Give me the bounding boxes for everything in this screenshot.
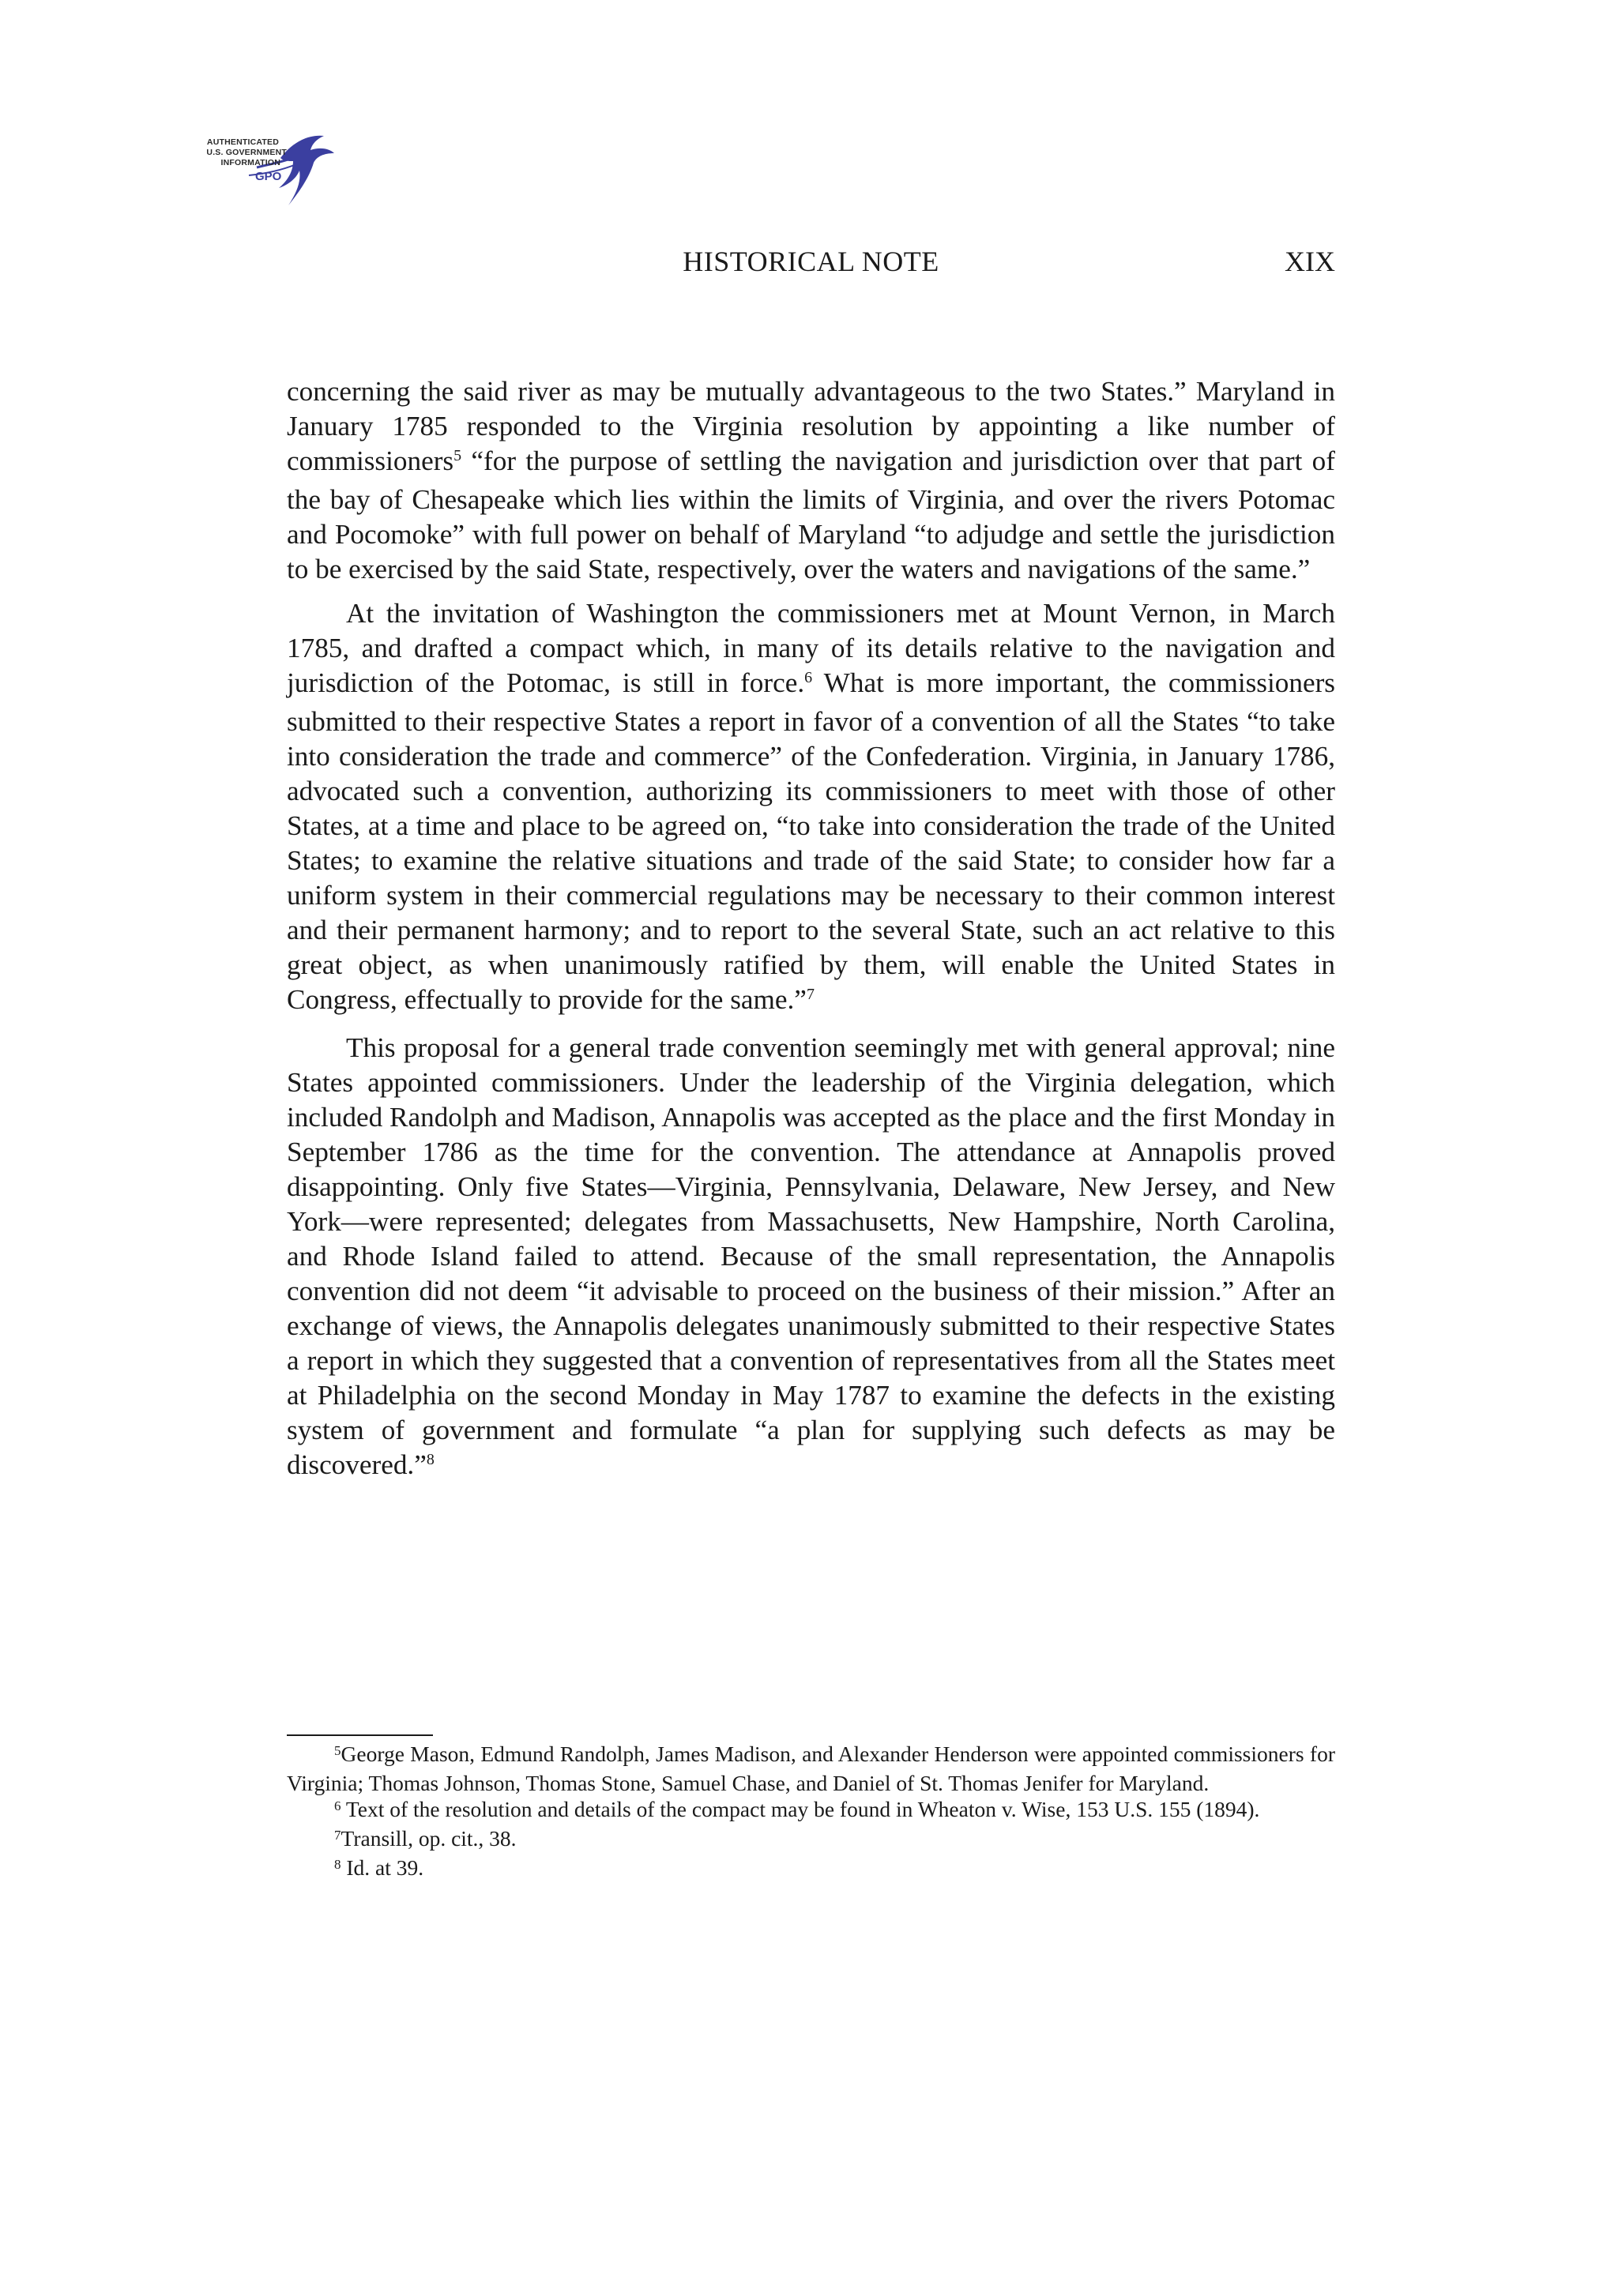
gpo-authentication-logo [162, 126, 344, 217]
logo-line-authenticated: AUTHENTICATED [206, 137, 279, 147]
paragraph-text: concerning the said river as may be mutually advantageous to the two States.” Maryland in January 1785 responded to the Virginia resolution by appointing a like number of commissioners [287, 376, 1335, 476]
footnote-text: Transill, op. cit., 38. [341, 1826, 517, 1851]
footnote-ref: 7 [806, 986, 815, 1003]
paragraph-text: At the invitation of Washington the commissioners met at Mount Vernon, in March 1785, and drafted a compact which, in many of its details relative to the navigation and jurisdiction of the Potomac, is still in force. [287, 598, 1335, 698]
paragraph [287, 596, 1335, 1021]
logo-gpo-mark: GPO [255, 170, 282, 183]
footnote-text: George Mason, Edmund Randolph, James Madison, and Alexander Henderson were appointed commissioners for Virginia; Thomas Johnson, Thomas Stone, Samuel Chase, and Daniel of St. Thomas Jenifer for Maryland. [287, 1742, 1335, 1795]
page-number: XIX [1285, 246, 1335, 277]
footnote-number: 8 [334, 1857, 341, 1872]
footnote-divider [287, 1734, 433, 1736]
footnote [287, 1796, 1335, 1825]
footnote-text: Id. at 39. [341, 1855, 424, 1880]
paragraph [287, 374, 1335, 587]
paragraph-text: What is more important, the commissioners submitted to their respective States a report in favor of a convention of all the States “to take into consideration the trade and commerce” of the Confederation. Virginia, in January 1786, advocated such a convention, authorizing its commissioners to meet with those of other States, at a time and place to be agreed on, “to take into consideration the trade of the United States; to examine the relative situations and trade of the said State; to consider how far a uniform system in their commercial regulations may be necessary to their common interest and their permanent harmony; and to report to the several State, such an act relative to this great object, as when unanimously ratified by them, will enable the United States in Congress, effectually to provide for the same.” [287, 667, 1335, 1015]
footnote-text: Text of the resolution and details of the compact may be found in Wheaton v. Wise, 153 U.S. 155 (1894). [341, 1797, 1260, 1821]
footnote-number: 7 [334, 1828, 341, 1843]
running-title: HISTORICAL NOTE [683, 246, 939, 277]
paragraph-text: “for the purpose of settling the navigation and jurisdiction over that part of the bay of Chesapeake which lies within the limits of Virginia, and over the rivers Potomac and Pocomoke” with full power on behalf of Maryland “to adjudge and settle the jurisdiction to be exercised by the said State, respectively, over the waters and navigations of the same.” [287, 445, 1335, 584]
footnote-ref: 8 [426, 1451, 435, 1468]
footnote-ref: 5 [453, 447, 462, 464]
footnote [287, 1825, 1335, 1854]
running-header [287, 245, 1335, 284]
footnotes [287, 1741, 1335, 1884]
footnote-number: 5 [334, 1743, 341, 1758]
footnote-ref: 6 [804, 669, 813, 686]
footnote-number: 6 [334, 1798, 341, 1813]
logo-line-information: INFORMATION [220, 158, 280, 167]
paragraph [287, 1031, 1335, 1486]
paragraph-text: This proposal for a general trade convention seemingly met with general approval; nine States appointed commissioners. Under the leadership of the Virginia delegation, which included Randolph and Madison, Annapolis was accepted as the place and the first Monday in September 1786 as the time for the convention. The attendance at Annapolis proved disappointing. Only five States—Virginia, Pennsylvania, Delaware, New Jersey, and New York—were represented; delegates from Massachusetts, New Hampshire, North Carolina, and Rhode Island failed to attend. Because of the small representation, the Annapolis convention did not deem “it advisable to proceed on the business of their mission.” After an exchange of views, the Annapolis delegates unanimously submitted to their respective States a report in which they suggested that a convention of representatives from all the States meet at Philadelphia on the second Monday in May 1787 to examine the defects in the existing system of government and formulate “a plan for supplying such defects as may be discovered.” [287, 1032, 1335, 1480]
footnote [287, 1741, 1335, 1796]
body-text [287, 374, 1335, 1496]
footnote [287, 1854, 1335, 1884]
logo-line-government: U.S. GOVERNMENT [206, 148, 287, 157]
